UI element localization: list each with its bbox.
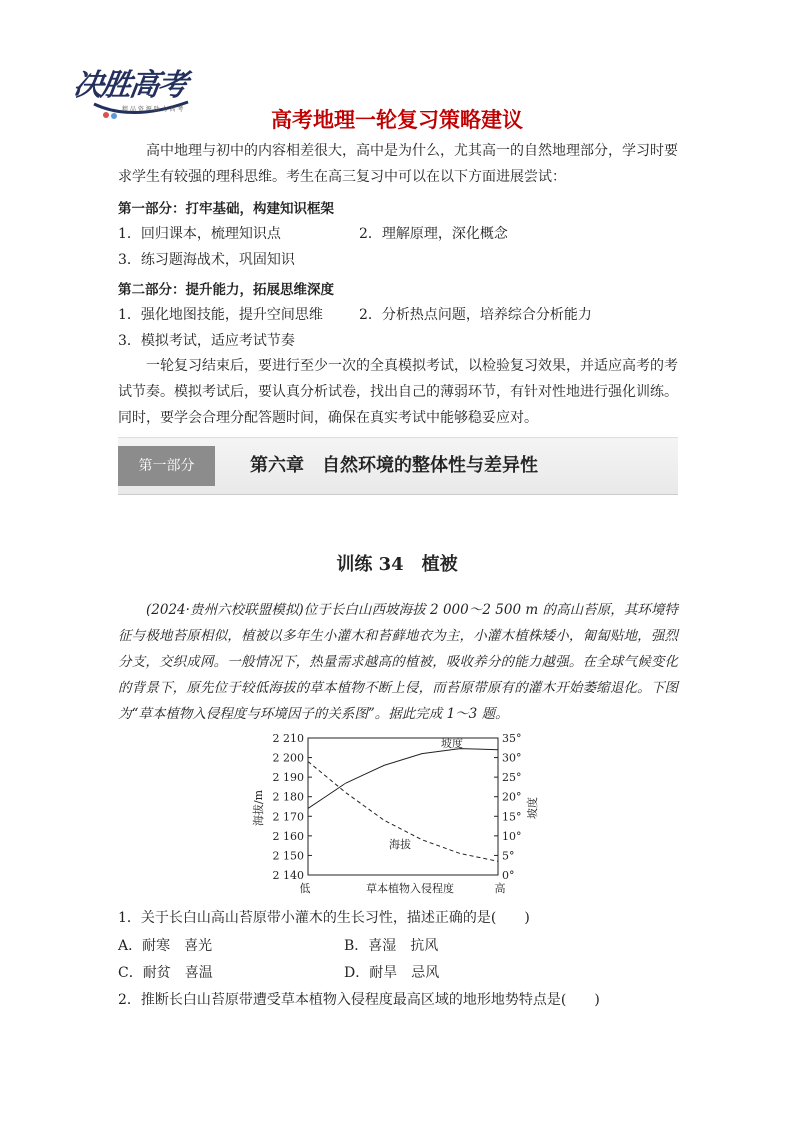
intro-paragraph: 高中地理与初中的内容相差很大，高中是为什么，尤其高一的自然地理部分，学习时要求学生有较强的理科思维。考生在高三复习中可以在以下方面进展尝试：: [118, 143, 678, 185]
left-tick-label: 2 150: [272, 849, 304, 863]
plot-frame: [308, 738, 498, 875]
page-title: 高考地理一轮复习策略建议: [271, 108, 523, 132]
chapter-part-label: 第一部分: [118, 446, 215, 486]
chapter-title: 第六章 自然环境的整体性与差异性: [250, 455, 538, 476]
part1-heading: 第一部分：打牢基础，构建知识框架: [118, 201, 334, 217]
part1-item-3: 3．练习题海战术，巩固知识: [118, 252, 295, 268]
right-tick-label: 35°: [502, 732, 522, 745]
part2-item-1: 1．强化地图技能，提升空间思维: [118, 307, 323, 323]
x-tick-high: 高: [494, 882, 506, 895]
left-tick-label: 2 180: [272, 790, 304, 804]
left-axis-ticks: [273, 732, 313, 882]
question-1-option-d: D．耐旱 忌风: [344, 965, 440, 981]
x-axis-label: 草本植物入侵程度: [366, 882, 454, 895]
part1-item-2: 2．理解原理，深化概念: [359, 226, 508, 242]
logo-tagline: 精 品 资 源 助 力 高 考: [122, 106, 184, 113]
x-tick-low: 低: [299, 882, 311, 895]
left-tick-label: 2 160: [272, 829, 304, 843]
series-label-slope: 坡度: [441, 737, 463, 750]
right-tick-label: 15°: [502, 810, 522, 824]
left-tick-label: 2 170: [272, 810, 304, 824]
part2-heading: 第二部分：提升能力，拓展思维深度: [118, 282, 334, 298]
left-tick-label: 2 190: [272, 771, 304, 785]
left-tick-label: 2 210: [272, 732, 304, 745]
right-tick-label: 20°: [502, 790, 522, 804]
left-tick-label: 2 140: [272, 869, 304, 882]
part2-item-2: 2．分析热点问题，培养综合分析能力: [359, 307, 592, 323]
part1-item-1: 1．回归课本，梳理知识点: [118, 226, 281, 242]
question-1-option-b: B．喜湿 抗风: [344, 938, 439, 954]
question-1-stem: 1．关于长白山高山苔原带小灌木的生长习性，描述正确的是( ): [118, 910, 530, 926]
question-1-option-c: C．耐贫 喜温: [118, 965, 213, 981]
chapter-banner: [118, 437, 678, 495]
question-2-stem: 2．推断长白山苔原带遭受草本植物入侵程度最高区域的地形地势特点是( ): [118, 992, 600, 1008]
left-tick-label: 2 200: [272, 751, 304, 765]
right-tick-label: 25°: [502, 771, 522, 785]
y-left-label: 海拔/m: [252, 789, 265, 827]
invasion-chart: [250, 730, 550, 898]
section-title: 训练 34 植被: [336, 554, 458, 575]
logo-text: 决胜高考: [71, 68, 188, 103]
series-label-altitude: 海拔: [389, 838, 411, 851]
part2-item-3: 3．模拟考试，适应考试节奏: [118, 333, 295, 349]
question-intro: (2024·贵州六校联盟模拟)位于长白山西坡海拔 2 000～2 500 m 的高山苔原，其环境特征与极地苔原相似，植被以多年生小灌木和苔藓地衣为主，小灌木植株矮小，匍匐贴地，强烈分支，交织成网。一般情况下，热量需求越高的植被，吸收养分的能力越强。在全球气候变化的背景下，原先位于较低海拔的草本植物不断上侵，而苔原带原有的灌木开始萎缩退化。下图为“草本植物入侵程度与环境因子的关系图”。据此完成 1～3 题。: [118, 602, 678, 722]
series-line-slope: [308, 749, 498, 809]
right-tick-label: 30°: [502, 751, 522, 765]
closing-paragraph: 一轮复习结束后，要进行至少一次的全真模拟考试，以检验复习效果，并适应高考的考试节奏。模拟考试后，要认真分析试卷，找出自己的薄弱环节，有针对性地进行强化训练。同时，要学会合理分配答题时间，确保在真实考试中能够稳妥应对。: [118, 358, 678, 426]
y-right-label: 坡度: [526, 797, 539, 819]
question-1-option-a: A．耐寒 喜光: [118, 938, 213, 954]
right-tick-label: 5°: [502, 849, 515, 863]
right-tick-label: 10°: [502, 829, 522, 843]
chart-axes: [308, 738, 498, 875]
right-tick-label: 0°: [502, 869, 515, 882]
